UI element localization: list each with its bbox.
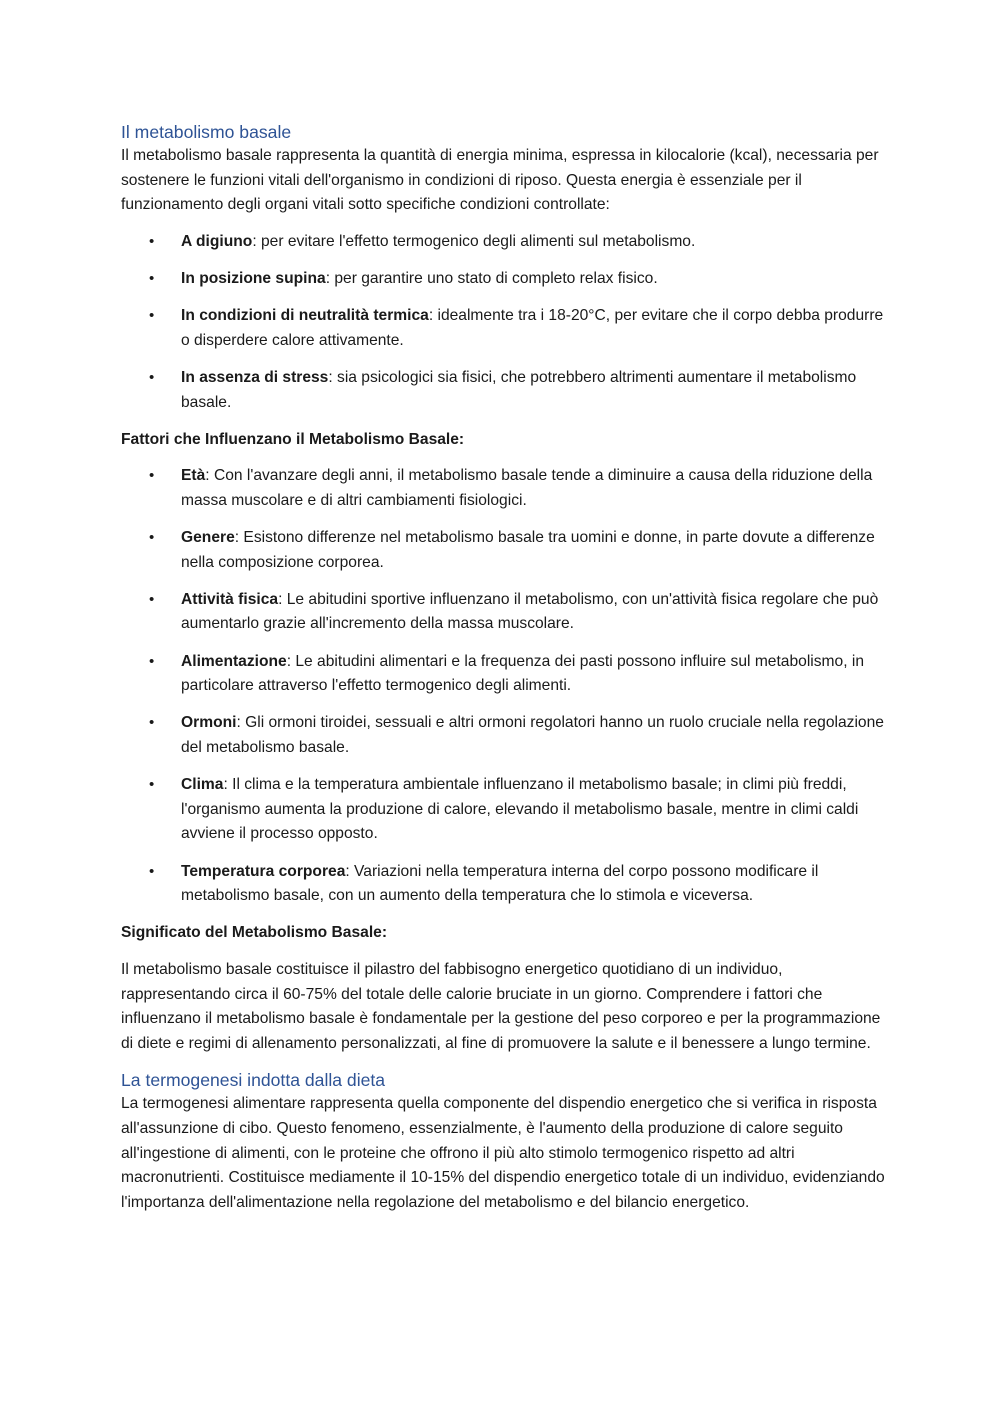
list-item-term: Ormoni [181, 714, 237, 732]
list-item [121, 773, 891, 847]
document-page [121, 120, 891, 1215]
significance-paragraph: Il metabolismo basale costituisce il pilastro del fabbisogno energetico quotidiano di un individuo, rappresentando circa il 60-75% del totale delle calorie bruciate in un giorno. Comprendere i fattori che influenzano il metabolismo basale è fondamentale per la gestione del peso corporeo e per la programmazione di diete e regimi di allenamento personalizzati, al fine di promuovere la salute e il benessere a lungo termine. [121, 960, 881, 1052]
list-item-term: Genere [181, 529, 235, 547]
list-item-text: : Le abitudini alimentari e la frequenza dei pasti possono influire sul metabolismo, in particolare attraverso l'effetto termogenico degli alimenti. [181, 652, 865, 695]
list-item-text: : per garantire uno stato di completo relax fisico. [325, 269, 658, 287]
list-item-term: A digiuno [181, 232, 253, 250]
list-item-text: : idealmente tra i 18-20°C, per evitare che il corpo debba produrre o disperdere calore attivamente. [181, 307, 884, 349]
list-item [121, 304, 891, 353]
list-item-text: : sia psicologici sia fisici, che potrebbero altrimenti aumentare il metabolismo basale. [181, 368, 857, 411]
section-title-metabolismo-basale: Il metabolismo basale [121, 122, 292, 142]
factors-list [121, 464, 891, 908]
significance-heading: Significato del Metabolismo Basale: [121, 924, 388, 942]
list-item [121, 366, 891, 415]
factors-heading: Fattori che Influenzano il Metabolismo Basale: [121, 430, 465, 448]
list-item-text: : Variazioni nella temperatura interna del corpo possono modificare il metabolismo basale, con un aumento della temperatura che lo stimola e viceversa. [181, 862, 819, 905]
conditions-list [121, 230, 891, 415]
list-item-term: Alimentazione [181, 652, 287, 670]
list-item-text: : Il clima e la temperatura ambientale influenzano il metabolismo basale; in climi più freddi, l'organismo aumenta la produzione di calore, elevando il metabolismo basale, mentre in climi caldi avviene il processo opposto. [181, 776, 859, 843]
list-item [121, 230, 891, 255]
list-item-text: : Con l'avanzare degli anni, il metabolismo basale tende a diminuire a causa della riduzione della massa muscolare e di altri cambiamenti fisiologici. [181, 467, 873, 509]
list-item-term: Clima [181, 776, 224, 794]
section-title-termogenesi: La termogenesi indotta dalla dieta [121, 1070, 386, 1091]
list-item-term: In condizioni di neutralità termica [181, 307, 429, 325]
list-item [121, 526, 891, 575]
list-item-term: Temperatura corporea [181, 862, 346, 880]
list-item-text: : Gli ormoni tiroidei, sessuali e altri ormoni regolatori hanno un ruolo cruciale nella regolazione del metabolismo basale. [181, 714, 884, 757]
list-item [121, 860, 891, 909]
list-item-term: Attività fisica [181, 590, 279, 608]
intro-paragraph: Il metabolismo basale rappresenta la quantità di energia minima, espressa in kilocalorie (kcal), necessaria per sostenere le funzioni vitali dell'organismo in condizioni di riposo. Questa energia è essenziale per il funzionamento degli organi vitali sotto specifiche condizioni controllate: [121, 147, 879, 214]
termogenesi-paragraph: La termogenesi alimentare rappresenta quella componente del dispendio energetico che si verifica in risposta all'assunzione di cibo. Questo fenomeno, essenzialmente, è l'aumento della produzione di calore seguito all'ingestione di alimenti, con le proteine che offrono il più alto stimolo termogenico rispetto ad altri macronutrienti. Costituisce mediamente il 10-15% del dispendio energetico totale di un individuo, evidenziando l'importanza dell'alimentazione nella regolazione del metabolismo e del bilancio energetico. [121, 1095, 885, 1211]
list-item-text: : Le abitudini sportive influenzano il metabolismo, con un'attività fisica regolare che può aumentarlo grazie all'incremento della massa muscolare. [181, 590, 879, 633]
list-item [121, 711, 891, 760]
list-item-term: Età [181, 467, 206, 485]
list-item [121, 588, 891, 637]
list-item [121, 650, 891, 699]
list-item-term: In assenza di stress [181, 368, 329, 386]
list-item [121, 267, 891, 292]
list-item [121, 464, 891, 513]
list-item-text: : Esistono differenze nel metabolismo basale tra uomini e donne, in parte dovute a differenze nella composizione corporea. [181, 529, 875, 571]
list-item-term: In posizione supina [181, 269, 326, 287]
list-item-text: : per evitare l'effetto termogenico degli alimenti sul metabolismo. [252, 232, 696, 250]
